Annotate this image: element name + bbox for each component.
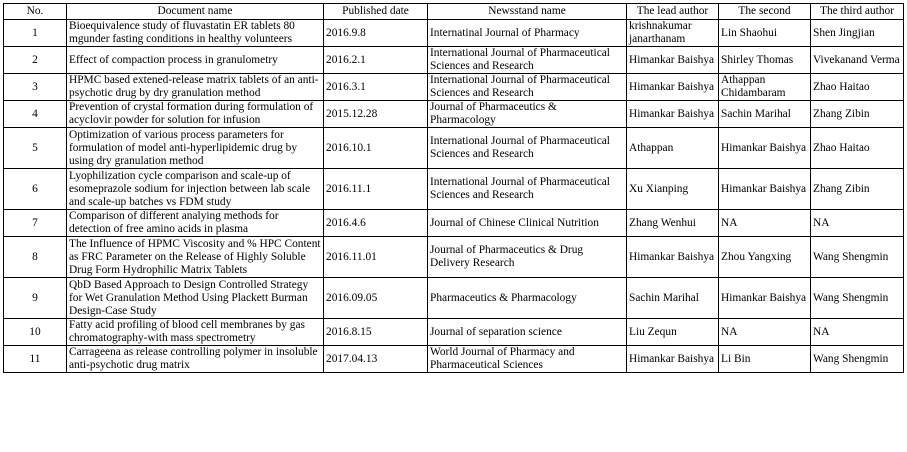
cell-third-author: Zhao Haitao xyxy=(811,128,904,169)
cell-no: 3 xyxy=(4,74,67,101)
table-row xyxy=(4,169,904,210)
cell-third-author: Wang Shengmin xyxy=(811,346,904,373)
cell-published-date: 2016.3.1 xyxy=(324,74,428,101)
cell-no: 5 xyxy=(4,128,67,169)
header-published-date: Published date xyxy=(324,4,428,20)
cell-no: 6 xyxy=(4,169,67,210)
cell-newsstand-name: Journal of Pharmaceutics & Pharmacology xyxy=(428,101,627,128)
cell-newsstand-name: Internatinal Journal of Pharmacy xyxy=(428,20,627,47)
cell-second-author: Li Bin xyxy=(719,346,811,373)
cell-newsstand-name: International Journal of Pharmaceutical Sciences and Research xyxy=(428,128,627,169)
cell-second-author: Shirley Thomas xyxy=(719,47,811,74)
cell-third-author: Zhang Zibin xyxy=(811,169,904,210)
cell-newsstand-name: Journal of Chinese Clinical Nutrition xyxy=(428,210,627,237)
cell-third-author: NA xyxy=(811,319,904,346)
cell-no: 7 xyxy=(4,210,67,237)
header-third-author: The third author xyxy=(811,4,904,20)
header-newsstand-name: Newsstand name xyxy=(428,4,627,20)
cell-third-author: Vivekanand Verma xyxy=(811,47,904,74)
cell-document-name: Bioequivalence study of fluvastatin ER tablets 80 mgunder fasting conditions in healthy volunteers xyxy=(67,20,324,47)
cell-no: 10 xyxy=(4,319,67,346)
cell-lead-author: Zhang Wenhui xyxy=(627,210,719,237)
header-no: No. xyxy=(4,4,67,20)
cell-published-date: 2015.12.28 xyxy=(324,101,428,128)
cell-published-date: 2016.9.8 xyxy=(324,20,428,47)
cell-document-name: QbD Based Approach to Design Controlled Strategy for Wet Granulation Method Using Plackett Burman Design-Case Study xyxy=(67,278,324,319)
cell-third-author: NA xyxy=(811,210,904,237)
cell-no: 4 xyxy=(4,101,67,128)
cell-no: 8 xyxy=(4,237,67,278)
cell-document-name: Optimization of various process parameters for formulation of model anti-hyperlipidemic drug by using dry granulation method xyxy=(67,128,324,169)
cell-published-date: 2016.8.15 xyxy=(324,319,428,346)
cell-document-name: The Influence of HPMC Viscosity and % HPC Content as FRC Parameter on the Release of Highly Soluble Drug Form Hydrophilic Matrix Tablets xyxy=(67,237,324,278)
table-row xyxy=(4,47,904,74)
cell-published-date: 2016.4.6 xyxy=(324,210,428,237)
cell-document-name: Fatty acid profiling of blood cell membranes by gas chromatography-with mass spectrometry xyxy=(67,319,324,346)
cell-second-author: NA xyxy=(719,210,811,237)
cell-lead-author: Sachin Marihal xyxy=(627,278,719,319)
cell-third-author: Shen Jingjian xyxy=(811,20,904,47)
cell-second-author: NA xyxy=(719,319,811,346)
cell-newsstand-name: International Journal of Pharmaceutical Sciences and Research xyxy=(428,47,627,74)
table-row xyxy=(4,346,904,373)
cell-lead-author: Himankar Baishya xyxy=(627,346,719,373)
cell-no: 9 xyxy=(4,278,67,319)
cell-document-name: Lyophilization cycle comparison and scale-up of esomeprazole sodium for injection between lab scale and scale-up batches vs FDM study xyxy=(67,169,324,210)
cell-third-author: Zhang Zibin xyxy=(811,101,904,128)
table-row xyxy=(4,319,904,346)
cell-second-author: Zhou Yangxing xyxy=(719,237,811,278)
cell-lead-author: Himankar Baishya xyxy=(627,74,719,101)
table-row xyxy=(4,101,904,128)
cell-document-name: Comparison of different analying methods for detection of free amino acids in plasma xyxy=(67,210,324,237)
table-row xyxy=(4,278,904,319)
cell-newsstand-name: Journal of Pharmaceutics & Drug Delivery Research xyxy=(428,237,627,278)
cell-no: 1 xyxy=(4,20,67,47)
cell-third-author: Wang Shengmin xyxy=(811,237,904,278)
table-row xyxy=(4,20,904,47)
cell-lead-author: Himankar Baishya xyxy=(627,101,719,128)
cell-second-author: Himankar Baishya xyxy=(719,169,811,210)
cell-second-author: Himankar Baishya xyxy=(719,278,811,319)
cell-lead-author: krishnakumar janarthanam xyxy=(627,20,719,47)
cell-published-date: 2017.04.13 xyxy=(324,346,428,373)
cell-document-name: HPMC based extened-release matrix tablets of an anti-psychotic drug by dry granulation method xyxy=(67,74,324,101)
table-row xyxy=(4,210,904,237)
cell-lead-author: Xu Xianping xyxy=(627,169,719,210)
cell-published-date: 2016.11.01 xyxy=(324,237,428,278)
table-row xyxy=(4,128,904,169)
cell-no: 11 xyxy=(4,346,67,373)
cell-lead-author: Himankar Baishya xyxy=(627,237,719,278)
cell-newsstand-name: Pharmaceutics & Pharmacology xyxy=(428,278,627,319)
publications-table xyxy=(3,3,904,373)
cell-document-name: Effect of compaction process in granulometry xyxy=(67,47,324,74)
table-row xyxy=(4,74,904,101)
table-row xyxy=(4,237,904,278)
cell-published-date: 2016.10.1 xyxy=(324,128,428,169)
cell-published-date: 2016.09.05 xyxy=(324,278,428,319)
cell-third-author: Wang Shengmin xyxy=(811,278,904,319)
header-second-author: The second xyxy=(719,4,811,20)
cell-published-date: 2016.2.1 xyxy=(324,47,428,74)
header-document-name: Document name xyxy=(67,4,324,20)
cell-document-name: Carrageena as release controlling polymer in insoluble anti-psychotic drug matrix xyxy=(67,346,324,373)
cell-second-author: Himankar Baishya xyxy=(719,128,811,169)
cell-third-author: Zhao Haitao xyxy=(811,74,904,101)
cell-newsstand-name: Journal of separation science xyxy=(428,319,627,346)
cell-no: 2 xyxy=(4,47,67,74)
cell-newsstand-name: World Journal of Pharmacy and Pharmaceutical Sciences xyxy=(428,346,627,373)
cell-lead-author: Athappan xyxy=(627,128,719,169)
cell-lead-author: Himankar Baishya xyxy=(627,47,719,74)
cell-second-author: Lin Shaohui xyxy=(719,20,811,47)
cell-newsstand-name: International Journal of Pharmaceutical Sciences and Research xyxy=(428,74,627,101)
cell-newsstand-name: International Journal of Pharmaceutical Sciences and Research xyxy=(428,169,627,210)
cell-lead-author: Liu Zequn xyxy=(627,319,719,346)
header-lead-author: The lead author xyxy=(627,4,719,20)
cell-document-name: Prevention of crystal formation during formulation of acyclovir powder for solution for infusion xyxy=(67,101,324,128)
cell-second-author: Athappan Chidambaram xyxy=(719,74,811,101)
cell-published-date: 2016.11.1 xyxy=(324,169,428,210)
header-row xyxy=(4,4,904,20)
cell-second-author: Sachin Marihal xyxy=(719,101,811,128)
